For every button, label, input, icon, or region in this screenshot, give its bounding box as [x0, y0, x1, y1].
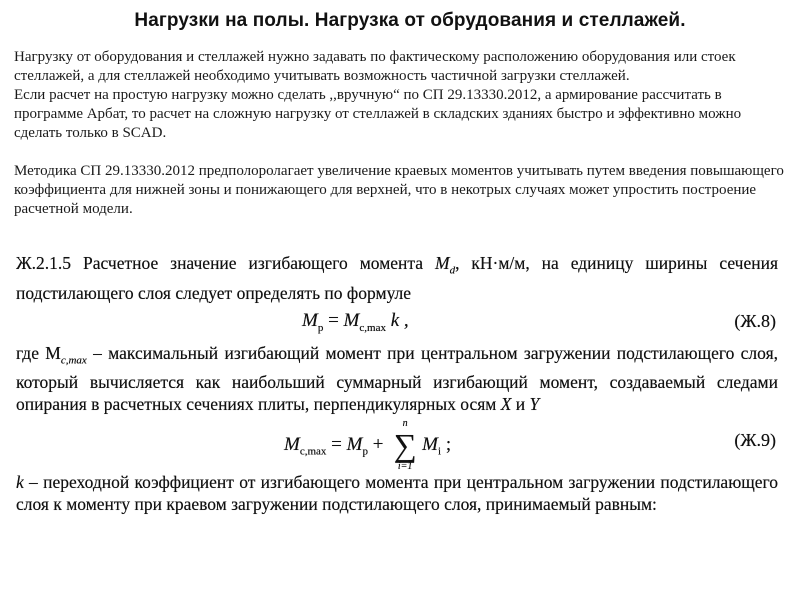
scanned-norm-excerpt	[16, 252, 778, 515]
formula-zh9-rhs2: M	[422, 433, 438, 455]
formula-zh9-end: ;	[441, 433, 452, 455]
sigma-glyph: ∑	[393, 427, 417, 463]
formula-zh8-number: (Ж.8)	[734, 310, 776, 331]
axis-x-symbol: X	[500, 394, 512, 414]
where-head: где M	[16, 342, 61, 363]
intro-paragraph-2: Если расчет на простую нагрузку можно сделать ,,вручную“ по СП 29.13330.2012, а армирование рассчитать в программе Арбат, то расчет на сложную нагрузку от стеллажей в складских зданиях быстро и эффективно можно сделать только в SCAD.	[14, 87, 742, 141]
formula-zh8-expression	[302, 310, 409, 339]
clause-md-subscript: d	[449, 264, 456, 277]
sum-symbol	[388, 418, 422, 472]
formula-zh9-lhs-sub: c,max	[299, 445, 327, 458]
formula-zh9-rhs1-sub: р	[362, 445, 368, 458]
clause-head: Ж.2.1.5 Расчетное значение изгибающего момента	[16, 253, 435, 273]
formula-zh9-rhs1: M	[346, 433, 363, 455]
formula-zh9-plus: +	[367, 433, 389, 455]
k-paragraph	[16, 471, 778, 515]
intro-paragraph-3: Методика СП 29.13330.2012 предполоролагает увеличение краевых моментов учитывать путем введения повышающего коэффициента для нижней зоны и понижающего для верхней, что в некотрых случаях может упростить построение расчетной модели.	[14, 163, 784, 217]
clause-tail: , кН·м/м, на единицу ширины сечения подстилающего слоя следует определять по формуле	[16, 253, 778, 303]
intro-text	[14, 48, 784, 219]
clause-md-symbol: M	[435, 253, 450, 273]
paragraph-gap	[14, 143, 784, 162]
formula-zh9-eq: =	[326, 433, 347, 455]
formula-zh8-lhs-sub: р	[317, 321, 324, 334]
sum-lower-limit: i=1	[397, 461, 413, 472]
where-paragraph	[16, 342, 778, 416]
formula-zh8-k: k ,	[385, 309, 409, 331]
intro-paragraph-1: Нагрузку от оборудования и стеллажей нужно задавать по фактическому расположению оборудования или стоек стеллажей, а для стеллажей необходимо учитывать возможность частичной загрузки стеллажей.	[14, 49, 736, 84]
sum-upper-limit: n	[402, 418, 408, 429]
formula-zh8	[16, 304, 778, 342]
clause-paragraph	[16, 252, 778, 304]
k-symbol: k	[16, 472, 24, 492]
formula-zh8-eq: =	[323, 309, 344, 331]
formula-zh8-rhs: M	[343, 309, 360, 331]
formula-zh9-expression	[284, 418, 452, 472]
formula-zh9-lhs: M	[284, 433, 300, 455]
formula-zh9	[16, 415, 778, 471]
k-tail: – переходной коэффициент от изгибающего момента при центральном загружении подстилающего слоя к моменту при краевом загружении подстилающего слоя, принимаемый равным:	[16, 472, 778, 514]
formula-zh8-rhs-sub: c,max	[359, 321, 386, 334]
axis-y-symbol: Y	[529, 394, 540, 414]
where-sub: c,max	[60, 354, 87, 366]
and-word: и	[511, 394, 530, 414]
where-tail: – максимальный изгибающий момент при центральном загружении подстилающего слоя, который вычисляется как наибольший суммарный изгибающий момент, создаваемый следами опирания в расчетных сечениях плиты, перпендикулярных осям	[16, 342, 778, 414]
formula-zh9-rhs2-sub: i	[438, 445, 442, 458]
formula-zh8-lhs: M	[302, 309, 318, 331]
formula-zh9-number: (Ж.9)	[734, 430, 776, 450]
page-title: Нагрузки на полы. Нагрузка от обрудования и стеллажей.	[134, 10, 686, 31]
